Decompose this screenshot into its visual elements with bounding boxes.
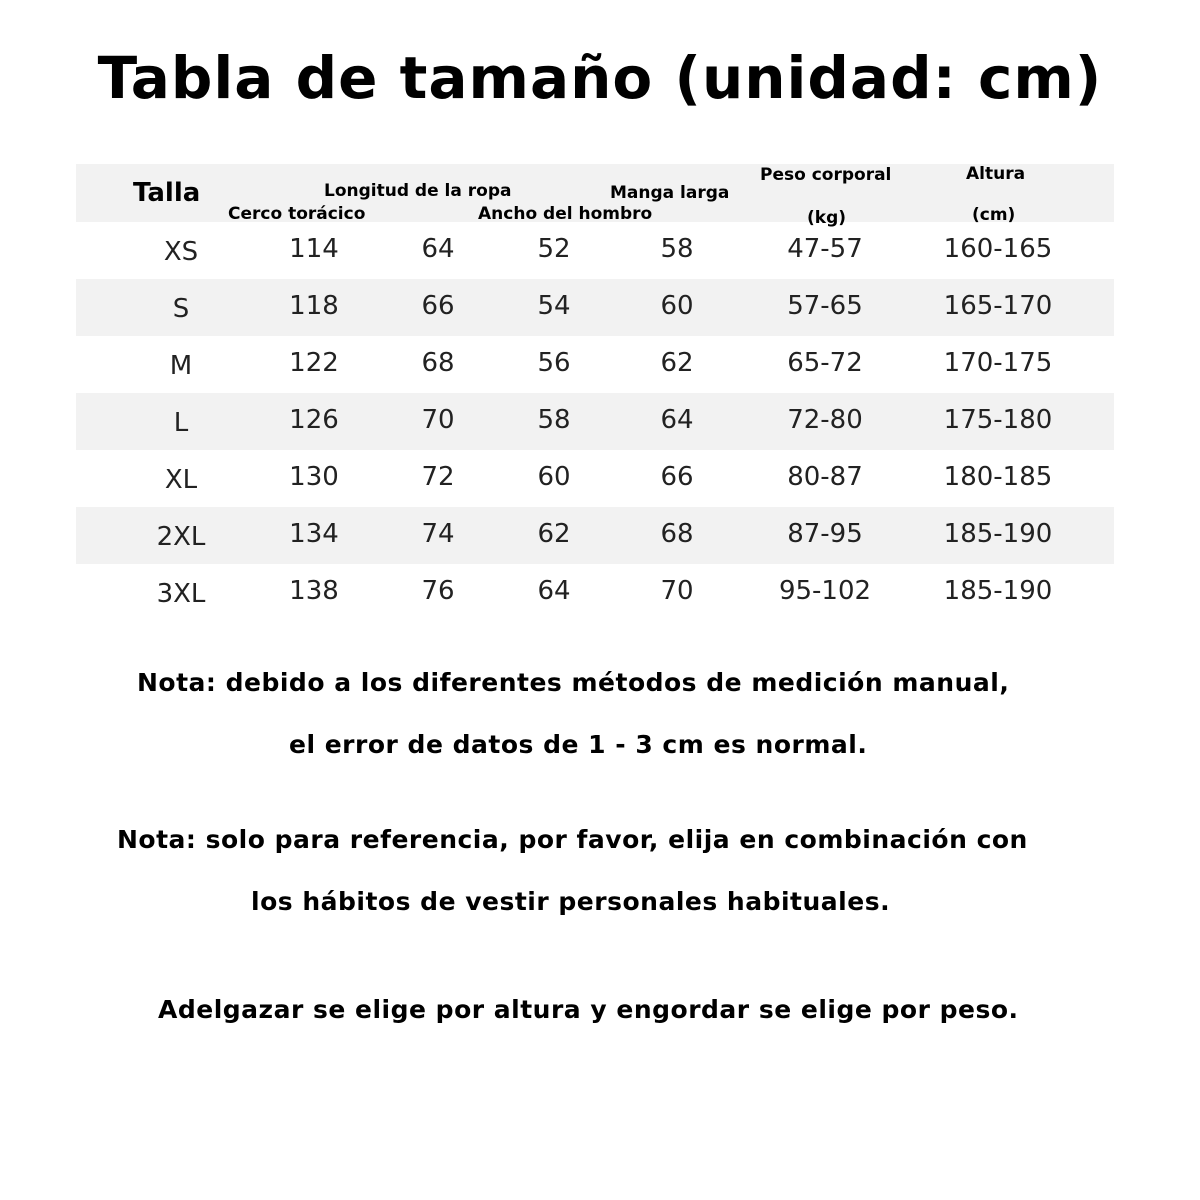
cell-altura: 170-175 <box>943 348 1053 378</box>
header-altura-unit: (cm) <box>972 205 1016 225</box>
cell-manga: 60 <box>660 291 694 321</box>
cell-altura: 165-170 <box>943 291 1053 321</box>
cell-ancho: 56 <box>537 348 571 378</box>
cell-manga: 62 <box>660 348 694 378</box>
cell-cerco: 126 <box>289 405 339 435</box>
header-altura: Altura <box>966 164 1026 184</box>
cell-longitud: 66 <box>421 291 455 321</box>
header-longitud: Longitud de la ropa <box>324 181 512 201</box>
cell-peso: 57-65 <box>787 291 863 321</box>
header-ancho: Ancho del hombro <box>478 204 653 224</box>
cell-cerco: 134 <box>289 519 339 549</box>
cell-cerco: 114 <box>289 234 339 264</box>
note-reference-line2: los hábitos de vestir personales habituales. <box>251 887 891 916</box>
cell-manga: 64 <box>660 405 694 435</box>
cell-ancho: 64 <box>537 576 571 606</box>
note-measurement-line2: el error de datos de 1 - 3 cm es normal. <box>289 730 868 759</box>
size-table <box>76 164 1114 621</box>
header-cerco: Cerco torácico <box>228 204 366 224</box>
note-fit-advice: Adelgazar se elige por altura y engordar se elige por peso. <box>158 995 1019 1024</box>
cell-peso: 47-57 <box>787 234 863 264</box>
cell-peso: 87-95 <box>787 519 863 549</box>
cell-cerco: 122 <box>289 348 339 378</box>
cell-ancho: 60 <box>537 462 571 492</box>
header-peso: Peso corporal <box>760 165 892 185</box>
cell-cerco: 118 <box>289 291 339 321</box>
cell-ancho: 52 <box>537 234 571 264</box>
header-manga: Manga larga <box>610 183 730 203</box>
cell-altura: 175-180 <box>943 405 1053 435</box>
cell-talla: L <box>173 408 189 438</box>
table-row <box>76 279 1114 336</box>
cell-ancho: 58 <box>537 405 571 435</box>
cell-longitud: 64 <box>421 234 455 264</box>
note-measurement-line1: Nota: debido a los diferentes métodos de medición manual, <box>137 668 1010 697</box>
cell-peso: 95-102 <box>778 576 872 606</box>
cell-longitud: 76 <box>421 576 455 606</box>
cell-talla: S <box>172 294 190 324</box>
table-row <box>76 336 1114 393</box>
cell-manga: 58 <box>660 234 694 264</box>
cell-altura: 185-190 <box>943 576 1053 606</box>
cell-cerco: 130 <box>289 462 339 492</box>
cell-altura: 160-165 <box>943 234 1053 264</box>
cell-longitud: 68 <box>421 348 455 378</box>
cell-peso: 65-72 <box>787 348 863 378</box>
header-talla: Talla <box>133 178 201 208</box>
cell-longitud: 74 <box>421 519 455 549</box>
table-row <box>76 507 1114 564</box>
cell-manga: 66 <box>660 462 694 492</box>
cell-ancho: 62 <box>537 519 571 549</box>
note-reference-line1: Nota: solo para referencia, por favor, elija en combinación con <box>117 825 1028 854</box>
table-header <box>76 164 1114 228</box>
cell-altura: 180-185 <box>943 462 1053 492</box>
table-row <box>76 393 1114 450</box>
cell-peso: 72-80 <box>787 405 863 435</box>
cell-manga: 70 <box>660 576 694 606</box>
cell-manga: 68 <box>660 519 694 549</box>
cell-talla: XL <box>164 465 198 495</box>
cell-talla: M <box>169 351 193 381</box>
cell-cerco: 138 <box>289 576 339 606</box>
cell-peso: 80-87 <box>787 462 863 492</box>
table-row <box>76 222 1114 279</box>
table-row <box>76 564 1114 621</box>
cell-talla: XS <box>163 237 199 267</box>
cell-altura: 185-190 <box>943 519 1053 549</box>
cell-longitud: 72 <box>421 462 455 492</box>
cell-talla: 3XL <box>156 579 206 609</box>
page-title: Tabla de tamaño (unidad: cm) <box>97 44 1103 112</box>
cell-ancho: 54 <box>537 291 571 321</box>
cell-longitud: 70 <box>421 405 455 435</box>
table-row <box>76 450 1114 507</box>
header-peso-unit: (kg) <box>807 208 847 228</box>
cell-talla: 2XL <box>156 522 206 552</box>
